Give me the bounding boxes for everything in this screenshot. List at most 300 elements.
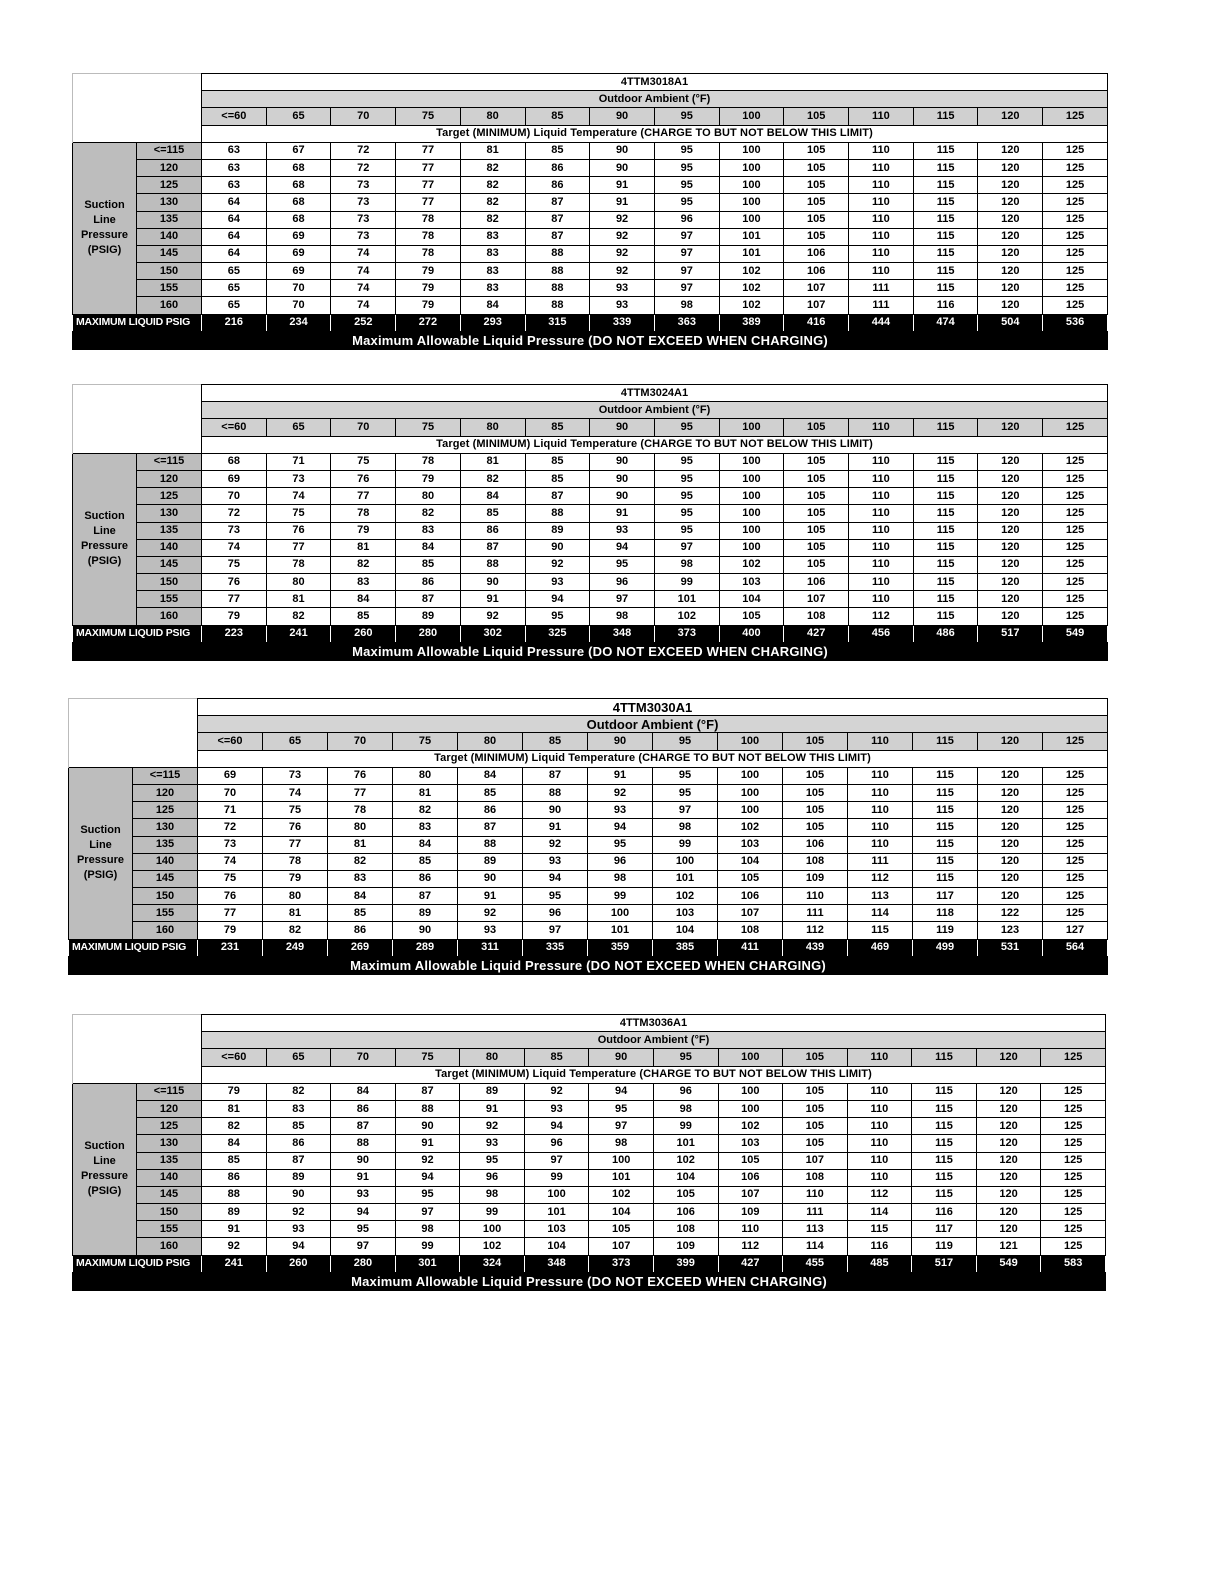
liquid-temp-cell: 100	[718, 1083, 783, 1100]
liquid-temp-cell: 93	[590, 522, 655, 539]
table-row	[73, 522, 1108, 539]
liquid-temp-cell: 90	[266, 1186, 331, 1203]
liquid-temp-cell: 125	[1043, 574, 1108, 591]
liquid-temp-cell: 73	[198, 836, 263, 853]
liquid-temp-cell: 119	[912, 1238, 977, 1255]
liquid-temp-cell: 115	[912, 1118, 977, 1135]
model-title: 4TTM3018A1	[202, 74, 1108, 91]
liquid-temp-cell: 125	[1043, 784, 1108, 801]
max-liquid-cell: 260	[331, 625, 396, 642]
liquid-temp-cell: 73	[331, 194, 396, 211]
liquid-temp-cell: 87	[396, 591, 461, 608]
ambient-temp: 80	[458, 733, 523, 750]
table-row	[73, 453, 1108, 470]
liquid-temp-cell: 110	[848, 784, 913, 801]
ambient-temp: 115	[913, 108, 978, 125]
suction-label-line: (PSIG)	[87, 244, 122, 257]
max-liquid-cell: 400	[719, 625, 784, 642]
liquid-temp-cell: 102	[589, 1186, 654, 1203]
max-liquid-cell: 469	[848, 939, 913, 956]
table-row	[73, 194, 1108, 211]
max-liquid-cell: 531	[978, 939, 1043, 956]
max-liquid-cell: 252	[331, 314, 396, 331]
liquid-temp-cell: 92	[590, 245, 655, 262]
table-row	[73, 1238, 1106, 1255]
liquid-temp-cell: 115	[913, 608, 978, 625]
liquid-temp-cell: 108	[783, 1169, 848, 1186]
liquid-temp-cell: 107	[589, 1238, 654, 1255]
liquid-temp-cell: 96	[653, 1083, 718, 1100]
liquid-temp-cell: 110	[849, 177, 914, 194]
liquid-temp-cell: 105	[718, 1152, 783, 1169]
liquid-temp-cell: 78	[331, 505, 396, 522]
liquid-temp-cell: 100	[719, 177, 784, 194]
liquid-temp-cell: 90	[460, 574, 525, 591]
liquid-temp-cell: 79	[198, 922, 263, 939]
liquid-temp-cell: 105	[784, 470, 849, 487]
liquid-temp-cell: 115	[913, 245, 978, 262]
liquid-temp-cell: 100	[719, 194, 784, 211]
table-row	[73, 470, 1108, 487]
liquid-temp-cell: 70	[266, 297, 331, 314]
liquid-temp-cell: 115	[913, 159, 978, 176]
liquid-temp-cell: 87	[395, 1083, 460, 1100]
liquid-temp-cell: 74	[331, 245, 396, 262]
liquid-temp-cell: 67	[266, 142, 331, 159]
liquid-temp-cell: 82	[331, 556, 396, 573]
suction-pressure: 155	[133, 905, 198, 922]
max-liquid-cell: 311	[458, 939, 523, 956]
liquid-temp-cell: 105	[784, 522, 849, 539]
liquid-temp-cell: 75	[266, 505, 331, 522]
max-liquid-cell: 416	[784, 314, 849, 331]
liquid-temp-cell: 95	[654, 159, 719, 176]
max-liquid-cell: 348	[590, 625, 655, 642]
liquid-temp-cell: 87	[331, 1118, 396, 1135]
liquid-temp-cell: 81	[393, 784, 458, 801]
liquid-temp-cell: 125	[1043, 608, 1108, 625]
liquid-temp-cell: 110	[849, 522, 914, 539]
liquid-temp-cell: 73	[331, 211, 396, 228]
max-liquid-cell: 517	[978, 625, 1043, 642]
ambient-temp: 70	[328, 733, 393, 750]
liquid-temp-cell: 116	[912, 1204, 977, 1221]
max-liquid-cell: 564	[1043, 939, 1108, 956]
liquid-temp-cell: 112	[847, 1186, 912, 1203]
ambient-temp: 85	[525, 419, 590, 436]
liquid-temp-cell: 114	[847, 1204, 912, 1221]
liquid-temp-cell: 125	[1043, 194, 1108, 211]
ambient-temp: 75	[396, 419, 461, 436]
target-header: Target (MINIMUM) Liquid Temperature (CHARGE TO BUT NOT BELOW THIS LIMIT)	[202, 1066, 1106, 1083]
ambient-temp: 95	[653, 1049, 718, 1066]
liquid-temp-cell: 93	[590, 280, 655, 297]
liquid-temp-cell: 80	[266, 574, 331, 591]
liquid-temp-cell: 93	[588, 802, 653, 819]
liquid-temp-cell: 95	[654, 177, 719, 194]
liquid-temp-cell: 90	[395, 1118, 460, 1135]
max-liquid-cell: 359	[588, 939, 653, 956]
liquid-temp-cell: 88	[523, 784, 588, 801]
liquid-temp-cell: 105	[719, 608, 784, 625]
liquid-temp-cell: 115	[913, 836, 978, 853]
liquid-temp-cell: 100	[719, 211, 784, 228]
liquid-temp-cell: 89	[525, 522, 590, 539]
suction-pressure: 135	[137, 1152, 202, 1169]
liquid-temp-cell: 92	[523, 836, 588, 853]
liquid-temp-cell: 110	[849, 263, 914, 280]
liquid-temp-cell: 68	[266, 211, 331, 228]
liquid-temp-cell: 120	[978, 142, 1043, 159]
liquid-temp-cell: 95	[654, 453, 719, 470]
liquid-temp-cell: 77	[396, 142, 461, 159]
liquid-temp-cell: 81	[202, 1100, 267, 1117]
liquid-temp-cell: 111	[783, 1204, 848, 1221]
liquid-temp-cell: 88	[202, 1186, 267, 1203]
liquid-temp-cell: 120	[978, 280, 1043, 297]
ambient-header: Outdoor Ambient (°F)	[202, 91, 1108, 108]
liquid-temp-cell: 115	[913, 819, 978, 836]
liquid-temp-cell: 76	[202, 574, 267, 591]
liquid-temp-cell: 125	[1043, 802, 1108, 819]
liquid-temp-cell: 78	[263, 853, 328, 870]
liquid-temp-cell: 106	[653, 1204, 718, 1221]
liquid-temp-cell: 83	[460, 280, 525, 297]
liquid-temp-cell: 85	[525, 470, 590, 487]
liquid-temp-cell: 82	[460, 159, 525, 176]
liquid-temp-cell: 68	[266, 159, 331, 176]
liquid-temp-cell: 91	[458, 888, 523, 905]
ambient-temp: 65	[266, 1049, 331, 1066]
liquid-temp-cell: 106	[718, 1169, 783, 1186]
liquid-temp-cell: 110	[847, 1118, 912, 1135]
liquid-temp-cell: 83	[460, 263, 525, 280]
liquid-temp-cell: 65	[202, 297, 267, 314]
charging-chart	[72, 384, 1108, 661]
liquid-temp-cell: 115	[912, 1100, 977, 1117]
liquid-temp-cell: 120	[978, 453, 1043, 470]
ambient-temp: 90	[590, 108, 655, 125]
liquid-temp-cell: 115	[913, 802, 978, 819]
liquid-temp-cell: 115	[913, 539, 978, 556]
max-liquid-cell: 301	[395, 1255, 460, 1272]
footer-note: Maximum Allowable Liquid Pressure (DO NOT EXCEED WHEN CHARGING)	[73, 331, 1108, 349]
liquid-temp-cell: 83	[393, 819, 458, 836]
ambient-header: Outdoor Ambient (°F)	[198, 716, 1108, 733]
liquid-temp-cell: 110	[849, 245, 914, 262]
liquid-temp-cell: 81	[331, 539, 396, 556]
liquid-temp-cell: 111	[848, 853, 913, 870]
liquid-temp-cell: 74	[198, 853, 263, 870]
liquid-temp-cell: 110	[783, 888, 848, 905]
table-row	[73, 297, 1108, 314]
liquid-temp-cell: 110	[849, 453, 914, 470]
liquid-temp-cell: 97	[331, 1238, 396, 1255]
liquid-temp-cell: 96	[654, 211, 719, 228]
liquid-temp-cell: 86	[328, 922, 393, 939]
liquid-temp-cell: 92	[395, 1152, 460, 1169]
liquid-temp-cell: 110	[847, 1169, 912, 1186]
liquid-temp-cell: 71	[266, 453, 331, 470]
liquid-temp-cell: 110	[849, 574, 914, 591]
liquid-temp-cell: 111	[849, 280, 914, 297]
suction-label-line: Line	[93, 1155, 116, 1168]
liquid-temp-cell: 104	[524, 1238, 589, 1255]
model-title: 4TTM3024A1	[202, 385, 1108, 402]
liquid-temp-cell: 105	[784, 488, 849, 505]
liquid-temp-cell: 84	[393, 836, 458, 853]
liquid-temp-cell: 108	[653, 1221, 718, 1238]
liquid-temp-cell: 77	[396, 159, 461, 176]
liquid-temp-cell: 120	[978, 488, 1043, 505]
liquid-temp-cell: 93	[460, 1135, 525, 1152]
liquid-temp-cell: 93	[458, 922, 523, 939]
liquid-temp-cell: 102	[653, 1152, 718, 1169]
suction-pressure: 145	[137, 556, 202, 573]
max-liquid-cell: 373	[589, 1255, 654, 1272]
suction-pressure: 150	[133, 888, 198, 905]
liquid-temp-cell: 69	[266, 263, 331, 280]
liquid-temp-cell: 119	[913, 922, 978, 939]
liquid-temp-cell: 92	[590, 263, 655, 280]
liquid-temp-cell: 104	[718, 853, 783, 870]
liquid-temp-cell: 125	[1041, 1152, 1106, 1169]
liquid-temp-cell: 113	[783, 1221, 848, 1238]
liquid-temp-cell: 125	[1043, 142, 1108, 159]
liquid-temp-cell: 83	[328, 870, 393, 887]
liquid-temp-cell: 115	[913, 453, 978, 470]
liquid-temp-cell: 76	[266, 522, 331, 539]
liquid-temp-cell: 102	[719, 263, 784, 280]
liquid-temp-cell: 75	[202, 556, 267, 573]
liquid-temp-cell: 90	[458, 870, 523, 887]
table-row	[73, 263, 1108, 280]
footer-note: Maximum Allowable Liquid Pressure (DO NOT EXCEED WHEN CHARGING)	[73, 642, 1108, 660]
liquid-temp-cell: 98	[653, 819, 718, 836]
liquid-temp-cell: 91	[202, 1221, 267, 1238]
liquid-temp-cell: 110	[849, 194, 914, 211]
liquid-temp-cell: 85	[525, 142, 590, 159]
max-liquid-cell: 234	[266, 314, 331, 331]
liquid-temp-cell: 95	[590, 556, 655, 573]
liquid-temp-cell: 85	[460, 505, 525, 522]
max-liquid-cell: 499	[913, 939, 978, 956]
ambient-temp: 100	[719, 108, 784, 125]
max-liquid-cell: 444	[849, 314, 914, 331]
liquid-temp-cell: 99	[460, 1204, 525, 1221]
suction-label-line: Suction	[80, 824, 121, 837]
liquid-temp-cell: 115	[913, 870, 978, 887]
liquid-temp-cell: 110	[849, 470, 914, 487]
liquid-temp-cell: 115	[912, 1186, 977, 1203]
liquid-temp-cell: 98	[654, 297, 719, 314]
liquid-temp-cell: 79	[331, 522, 396, 539]
ambient-temp: 110	[847, 1049, 912, 1066]
liquid-temp-cell: 87	[460, 539, 525, 556]
liquid-temp-cell: 92	[460, 1118, 525, 1135]
suction-label-line: (PSIG)	[83, 869, 118, 882]
liquid-temp-cell: 115	[912, 1135, 977, 1152]
liquid-temp-cell: 79	[202, 1083, 267, 1100]
liquid-temp-cell: 125	[1043, 488, 1108, 505]
liquid-temp-cell: 105	[784, 159, 849, 176]
max-liquid-cell: 272	[396, 314, 461, 331]
table-row	[73, 1221, 1106, 1238]
liquid-temp-cell: 77	[328, 784, 393, 801]
ambient-temp: 125	[1043, 733, 1108, 750]
liquid-temp-cell: 97	[654, 539, 719, 556]
ambient-temp: 90	[589, 1049, 654, 1066]
liquid-temp-cell: 120	[978, 853, 1043, 870]
liquid-temp-cell: 125	[1043, 245, 1108, 262]
liquid-temp-cell: 96	[588, 853, 653, 870]
liquid-temp-cell: 68	[202, 453, 267, 470]
max-liquid-label: MAXIMUM LIQUID PSIG	[73, 1255, 202, 1272]
liquid-temp-cell: 97	[654, 228, 719, 245]
liquid-temp-cell: 116	[913, 297, 978, 314]
ambient-temp: 110	[848, 733, 913, 750]
liquid-temp-cell: 102	[719, 297, 784, 314]
suction-pressure: 135	[137, 522, 202, 539]
suction-pressure: 145	[133, 870, 198, 887]
max-liquid-label: MAXIMUM LIQUID PSIG	[73, 625, 202, 642]
max-liquid-cell: 363	[654, 314, 719, 331]
table-row	[73, 556, 1108, 573]
liquid-temp-cell: 88	[395, 1100, 460, 1117]
liquid-temp-cell: 103	[718, 1135, 783, 1152]
liquid-temp-cell: 70	[198, 784, 263, 801]
suction-pressure: <=115	[137, 142, 202, 159]
liquid-temp-cell: 125	[1041, 1169, 1106, 1186]
liquid-temp-cell: 115	[913, 228, 978, 245]
liquid-temp-cell: 97	[654, 280, 719, 297]
liquid-temp-cell: 100	[719, 505, 784, 522]
suction-pressure: 155	[137, 1221, 202, 1238]
liquid-temp-cell: 111	[783, 905, 848, 922]
liquid-temp-cell: 86	[458, 802, 523, 819]
liquid-temp-cell: 93	[524, 1100, 589, 1117]
liquid-temp-cell: 97	[395, 1204, 460, 1221]
liquid-temp-cell: 125	[1043, 539, 1108, 556]
liquid-temp-cell: 125	[1041, 1118, 1106, 1135]
liquid-temp-cell: 115	[913, 470, 978, 487]
max-liquid-row	[73, 1255, 1106, 1272]
liquid-temp-cell: 101	[654, 591, 719, 608]
liquid-temp-cell: 115	[913, 263, 978, 280]
liquid-temp-cell: 102	[460, 1238, 525, 1255]
max-liquid-cell: 269	[328, 939, 393, 956]
liquid-temp-cell: 110	[783, 1186, 848, 1203]
liquid-temp-cell: 100	[719, 488, 784, 505]
liquid-temp-cell: 73	[331, 177, 396, 194]
liquid-temp-cell: 110	[849, 505, 914, 522]
liquid-temp-cell: 100	[719, 159, 784, 176]
liquid-temp-cell: 92	[202, 1238, 267, 1255]
liquid-temp-cell: 115	[913, 211, 978, 228]
liquid-temp-cell: 87	[523, 767, 588, 784]
liquid-temp-cell: 93	[590, 297, 655, 314]
liquid-temp-cell: 72	[202, 505, 267, 522]
liquid-temp-cell: 91	[590, 177, 655, 194]
liquid-temp-cell: 74	[263, 784, 328, 801]
liquid-temp-cell: 104	[653, 922, 718, 939]
table-row	[73, 1135, 1106, 1152]
liquid-temp-cell: 95	[654, 194, 719, 211]
liquid-temp-cell: 91	[460, 591, 525, 608]
liquid-temp-cell: 86	[460, 522, 525, 539]
liquid-temp-cell: 94	[331, 1204, 396, 1221]
suction-pressure: 150	[137, 263, 202, 280]
liquid-temp-cell: 92	[588, 784, 653, 801]
target-header: Target (MINIMUM) Liquid Temperature (CHARGE TO BUT NOT BELOW THIS LIMIT)	[202, 125, 1108, 142]
ambient-temp: 80	[460, 419, 525, 436]
liquid-temp-cell: 91	[523, 819, 588, 836]
liquid-temp-cell: 68	[266, 194, 331, 211]
liquid-temp-cell: 106	[784, 574, 849, 591]
corner-blank	[73, 1015, 202, 1084]
liquid-temp-cell: 101	[524, 1204, 589, 1221]
table-row	[73, 228, 1108, 245]
max-liquid-cell: 439	[783, 939, 848, 956]
liquid-temp-cell: 125	[1043, 870, 1108, 887]
liquid-temp-cell: 108	[718, 922, 783, 939]
liquid-temp-cell: 63	[202, 142, 267, 159]
liquid-temp-cell: 64	[202, 245, 267, 262]
liquid-temp-cell: 89	[396, 608, 461, 625]
max-liquid-row	[73, 314, 1108, 331]
liquid-temp-cell: 74	[331, 297, 396, 314]
liquid-temp-cell: 71	[198, 802, 263, 819]
corner-blank	[73, 385, 202, 454]
liquid-temp-cell: 80	[263, 888, 328, 905]
liquid-temp-cell: 110	[849, 556, 914, 573]
ambient-temp: 95	[654, 419, 719, 436]
suction-pressure: 130	[137, 1135, 202, 1152]
liquid-temp-cell: 90	[331, 1152, 396, 1169]
liquid-temp-cell: 95	[331, 1221, 396, 1238]
ambient-temp: 85	[523, 733, 588, 750]
suction-pressure: 140	[137, 539, 202, 556]
liquid-temp-cell: 110	[848, 767, 913, 784]
suction-label-line: Suction	[84, 199, 125, 212]
liquid-temp-cell: 95	[525, 608, 590, 625]
max-liquid-cell: 411	[718, 939, 783, 956]
liquid-temp-cell: 85	[396, 556, 461, 573]
table-row	[73, 608, 1108, 625]
liquid-temp-cell: 125	[1043, 767, 1108, 784]
liquid-temp-cell: 125	[1043, 905, 1108, 922]
suction-pressure: 150	[137, 1204, 202, 1221]
table-row	[69, 784, 1108, 801]
charging-chart	[72, 1014, 1106, 1291]
liquid-temp-cell: 110	[848, 836, 913, 853]
table-row	[73, 505, 1108, 522]
max-liquid-cell: 474	[913, 314, 978, 331]
liquid-temp-cell: 80	[393, 767, 458, 784]
liquid-temp-cell: 115	[912, 1083, 977, 1100]
suction-label-line: (PSIG)	[87, 1185, 122, 1198]
liquid-temp-cell: 105	[783, 1135, 848, 1152]
suction-pressure: <=115	[133, 767, 198, 784]
liquid-temp-cell: 109	[718, 1204, 783, 1221]
liquid-temp-cell: 106	[783, 836, 848, 853]
liquid-temp-cell: 105	[653, 1186, 718, 1203]
max-liquid-cell: 485	[847, 1255, 912, 1272]
max-liquid-cell: 456	[849, 625, 914, 642]
liquid-temp-cell: 105	[783, 1100, 848, 1117]
suction-pressure: 130	[137, 194, 202, 211]
table-row	[73, 539, 1108, 556]
